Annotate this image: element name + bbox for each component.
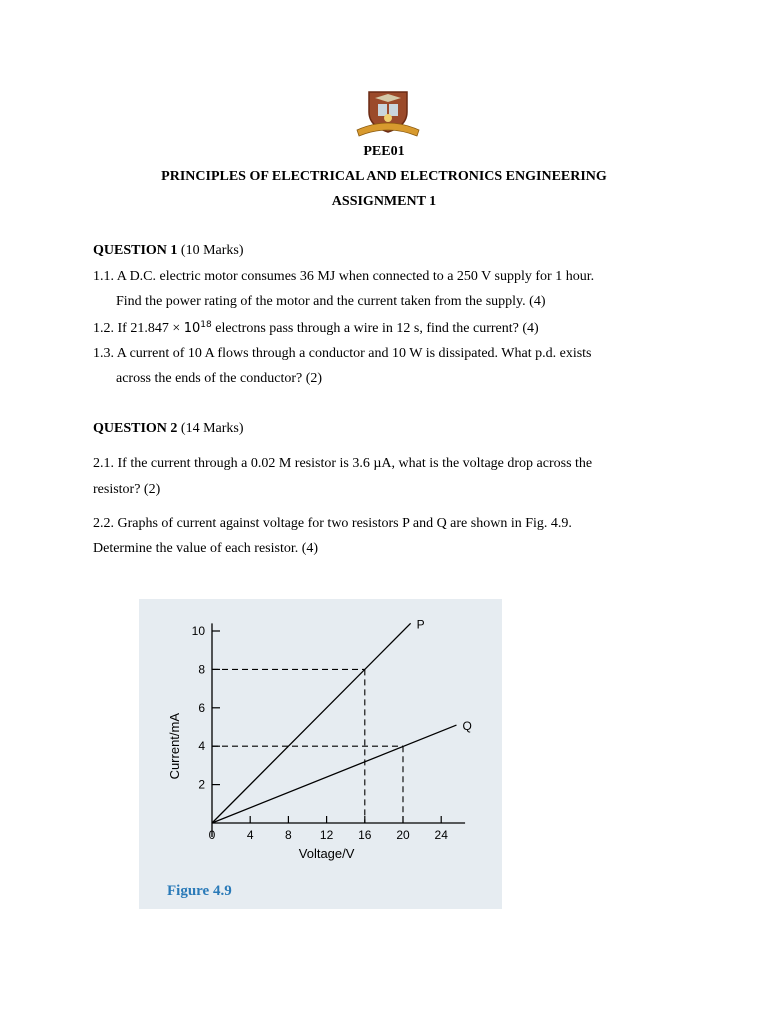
question-2-marks: (14 Marks) — [177, 421, 244, 436]
power-of-ten — [184, 321, 212, 336]
series-label-Q: Q — [462, 719, 472, 734]
x-axis-label: Voltage/V — [298, 846, 355, 861]
y-tick-label-4: 4 — [198, 739, 205, 754]
question-2-heading — [93, 421, 244, 437]
x-tick-label-0: 0 — [208, 828, 216, 842]
q1-line-2: Find the power rating of the motor and the current taken from the supply. (4) — [116, 294, 546, 309]
q2-line-3: 2.2. Graphs of current against voltage for two resistors P and Q are shown in Fig. 4.9. — [93, 516, 572, 531]
current-voltage-chart — [139, 599, 502, 909]
figure-4-9 — [139, 599, 502, 909]
x-tick-label-12: 12 — [319, 828, 334, 842]
q2-line-1: 2.1. If the current through a 0.02 M resistor is 3.6 µA, what is the voltage drop across the — [93, 456, 593, 471]
power-exponent: 18 — [200, 320, 212, 330]
q1-line-1: 1.1. A D.C. electric motor consumes 36 MJ when connected to a 250 V supply for 1 hour. — [93, 269, 595, 284]
series-line-Q — [212, 725, 456, 823]
q1-line-4: 1.3. A current of 10 A flows through a conductor and 10 W is dissipated. What p.d. exists — [93, 346, 592, 361]
question-2-label: QUESTION 2 — [93, 421, 178, 436]
x-tick-label-4: 4 — [246, 828, 254, 842]
y-tick-label-2: 2 — [198, 777, 205, 792]
x-tick-label-8: 8 — [285, 828, 292, 842]
q2-line-2: resistor? (2) — [93, 482, 161, 497]
course-code: PEE01 — [363, 144, 405, 159]
x-tick-label-24: 24 — [434, 828, 448, 842]
y-tick-label-8: 8 — [198, 662, 205, 677]
question-1-marks: (10 Marks) — [177, 243, 244, 258]
figure-caption: Figure 4.9 — [167, 883, 232, 899]
q1-line-5: across the ends of the conductor? (2) — [116, 371, 323, 386]
q2-line-4: Determine the value of each resistor. (4) — [93, 541, 319, 556]
institution-logo — [355, 86, 421, 142]
y-tick-label-6: 6 — [198, 700, 205, 715]
y-axis-label: Current/mA — [167, 712, 182, 780]
x-tick-label-16: 16 — [358, 828, 372, 842]
assignment-title: ASSIGNMENT 1 — [331, 194, 437, 209]
q1-line-3 — [93, 320, 539, 337]
q1-line-3-start: 1.2. If 21.847 × — [93, 321, 184, 336]
x-tick-label-20: 20 — [396, 828, 410, 842]
series-line-P — [212, 623, 411, 823]
course-title: PRINCIPLES OF ELECTRICAL AND ELECTRONICS ENGINEERING — [161, 169, 607, 184]
y-tick-label-10: 10 — [191, 624, 205, 638]
series-label-P: P — [416, 617, 425, 632]
question-1-label: QUESTION 1 — [93, 243, 178, 258]
question-1-heading — [93, 243, 244, 259]
q1-line-3-end: electrons pass through a wire in 12 s, find the current? (4) — [215, 321, 539, 336]
power-base: 10 — [183, 321, 201, 336]
